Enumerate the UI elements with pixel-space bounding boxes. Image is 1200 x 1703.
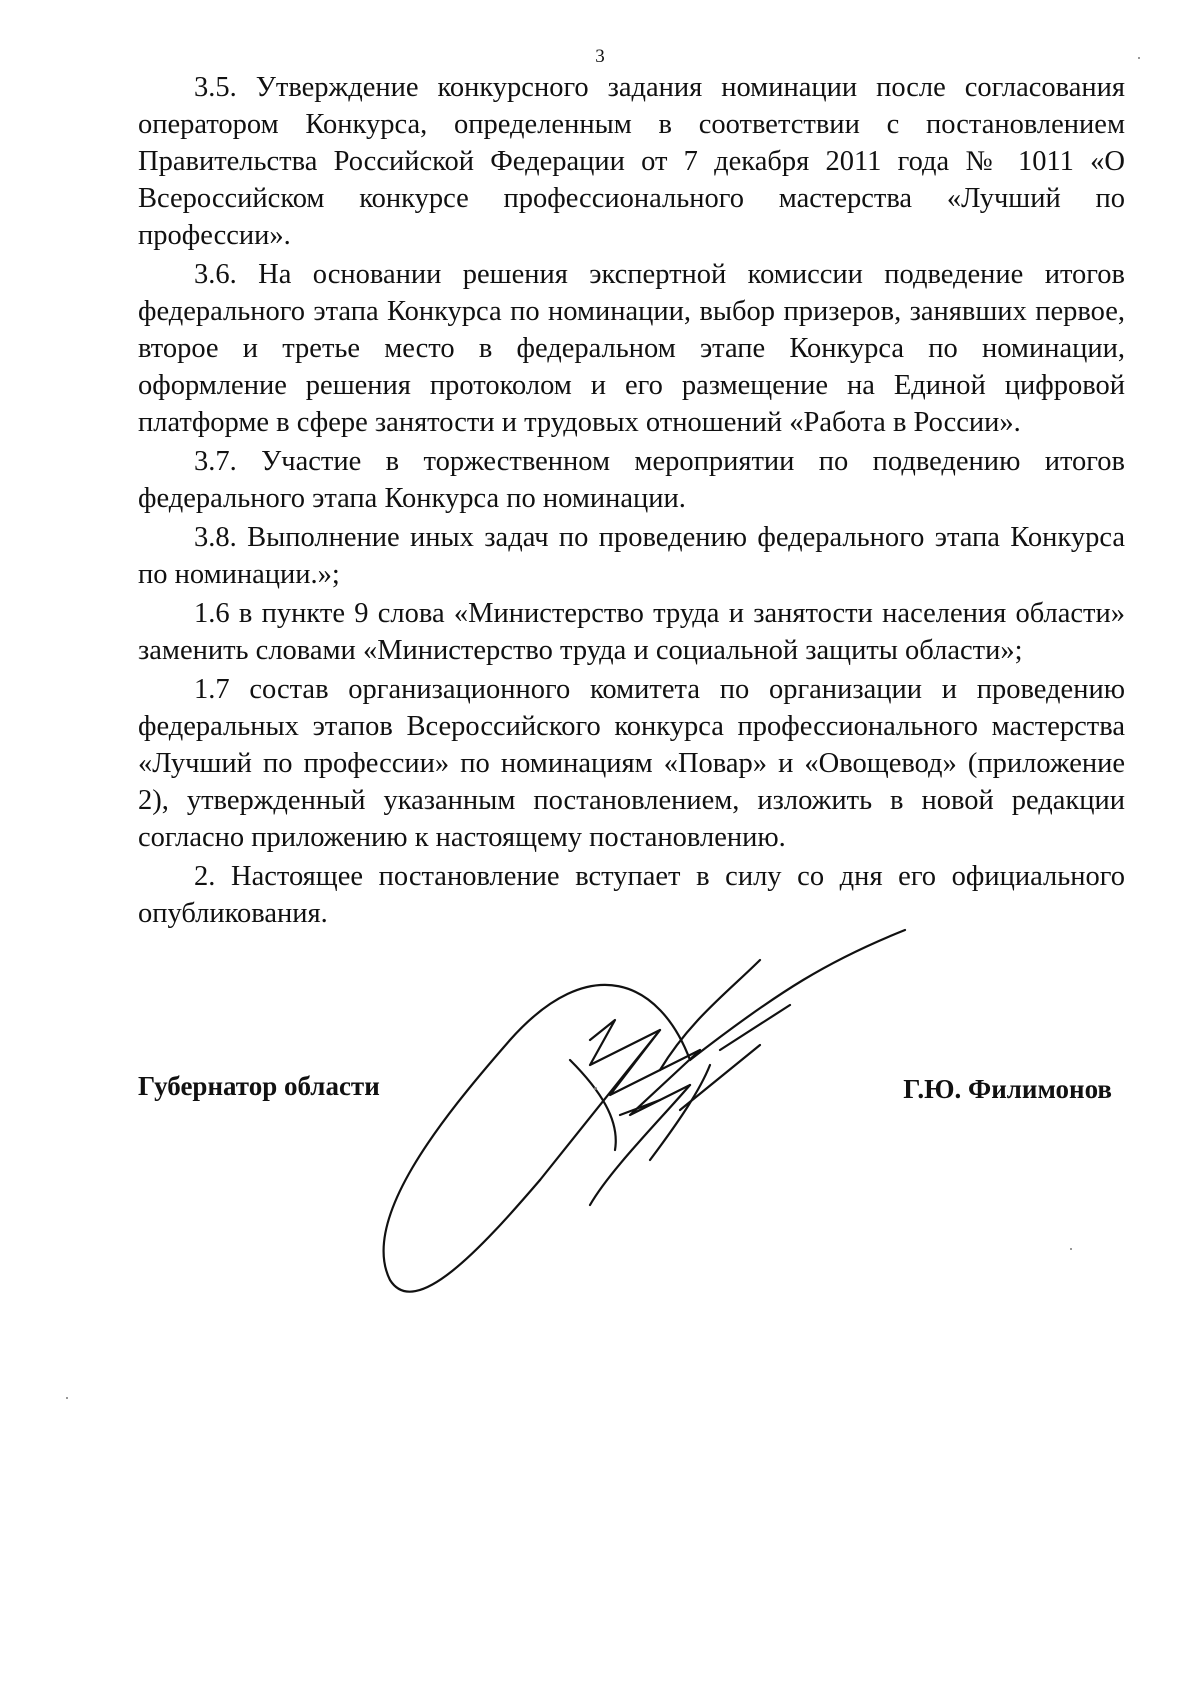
paragraph-3-8: 3.8. Выполнение иных задач по проведению федерального этапа Конкурса по номинации.»;: [138, 522, 1125, 590]
paragraph-1-7: 1.7 состав организационного комитета по организации и проведению федеральных этапов Всероссийского конкурса профессионального мастерства «Лучший по профессии» по номинациям «Повар» и «Овощевод» (приложение 2), утвержденный указанным постановлением, изложить в новой редакции согласно приложению к настоящему постановлению.: [138, 674, 1125, 853]
paragraph-2: 2. Настоящее постановление вступает в силу со дня его официального опубликования.: [138, 861, 1125, 929]
scan-speck: [1070, 1248, 1072, 1250]
scan-speck: [594, 1087, 597, 1090]
paragraph-1-6: 1.6 в пункте 9 слова «Министерство труда и занятости населения области» заменить словами «Министерство труда и социальной защиты области»;: [138, 598, 1125, 666]
scan-speck: [66, 1397, 68, 1399]
paragraph-3-6: 3.6. На основании решения экспертной комиссии подведение итогов федерального этапа Конкурса по номинации, выбор призеров, занявших первое, второе и третье место в федеральном этапе Конкурса по номинации, оформление решения протоколом и его размещение на Единой цифровой платформе в сфере занятости и трудовых отношений «Работа в России».: [138, 259, 1125, 438]
document-body: [138, 69, 1125, 934]
signatory-name: Г.Ю. Филимонов: [903, 1074, 1112, 1104]
signatory-position: Губернатор области: [138, 1071, 380, 1101]
paragraph-3-5: 3.5. Утверждение конкурсного задания номинации после согласования оператором Конкурса, определенным в соответствии с постановлением Правительства Российской Федерации от 7 декабря 2011 года № 1011 «О Всероссийском конкурсе профессионального мастерства «Лучший по профессии».: [138, 72, 1125, 251]
scan-speck: [1138, 57, 1140, 59]
page-number: 3: [595, 46, 605, 67]
handwritten-signature: [360, 920, 920, 1310]
paragraph-3-7: 3.7. Участие в торжественном мероприятии по подведению итогов федерального этапа Конкурса по номинации.: [138, 446, 1125, 514]
